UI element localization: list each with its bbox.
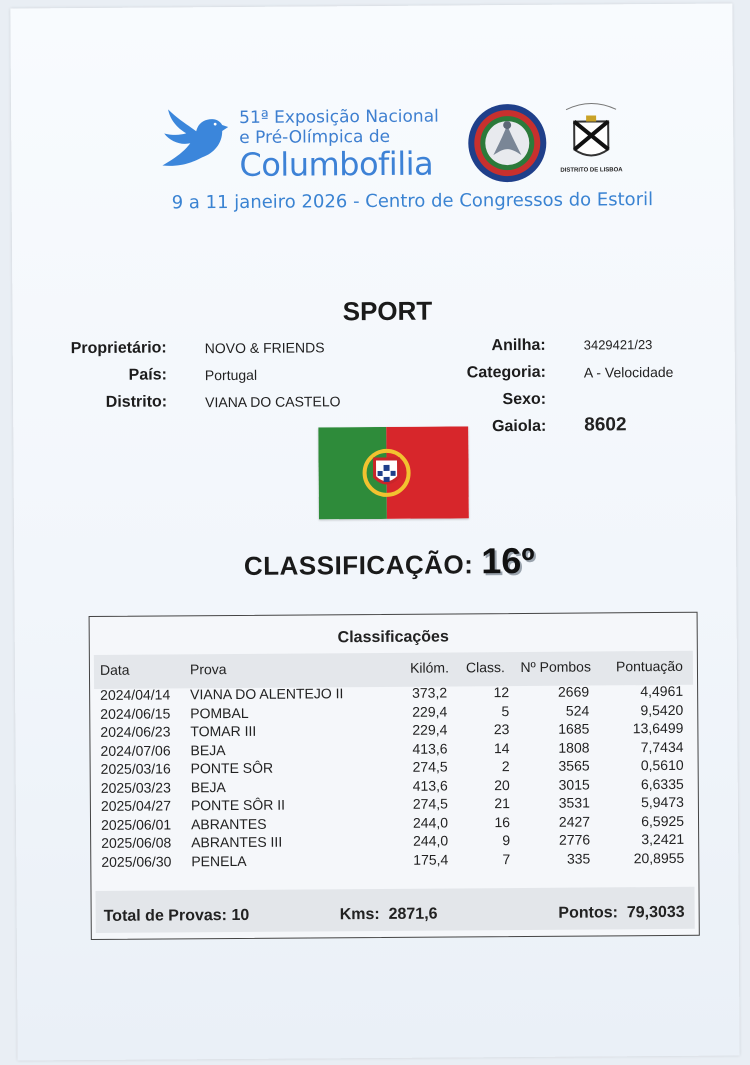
cell-race: ABRANTES III <box>191 833 283 851</box>
event-title-line2: e Pré-Olímpica de <box>239 126 391 148</box>
cell-date: 2025/06/01 <box>100 815 172 833</box>
cell-km: 274,5 <box>412 795 448 812</box>
column-header-pigeons: Nº Pombos <box>520 658 592 675</box>
district-label: Distrito: <box>105 393 168 411</box>
owner-value: NOVO & FRIENDS <box>204 339 325 357</box>
total-kms-label: Kms: <box>339 905 380 924</box>
cell-points: 6,5925 <box>641 812 685 829</box>
total-kms-value: 2871,6 <box>388 905 438 923</box>
total-points-value: 79,3033 <box>626 903 685 922</box>
column-header-race: Prova <box>189 661 227 678</box>
cell-km: 244,0 <box>412 813 449 831</box>
cell-race: BEJA <box>190 778 226 795</box>
total-races-value: 10 <box>231 906 250 925</box>
cell-race: VIANA DO ALENTEJO II <box>190 685 344 703</box>
cell-race: PONTE SÔR II <box>190 796 286 814</box>
cell-points: 4,4961 <box>640 682 684 700</box>
results-table <box>89 612 700 940</box>
total-kms <box>340 906 438 925</box>
country-label: País: <box>128 366 167 384</box>
total-points-label: Pontos: <box>558 904 618 922</box>
cell-points: 5,9473 <box>641 793 684 811</box>
column-header-date: Data <box>99 661 130 678</box>
cell-points: 6,6335 <box>640 775 684 792</box>
cell-pigeons: 3015 <box>558 776 590 793</box>
cell-class: 5 <box>501 702 510 719</box>
column-header-class: Class. <box>465 659 505 676</box>
district-value: VIANA DO CASTELO <box>205 393 341 411</box>
cell-date: 2024/04/14 <box>100 686 171 703</box>
cell-date: 2025/03/16 <box>100 760 171 777</box>
lisbon-district-crest-icon <box>556 99 627 181</box>
cell-points: 20,8955 <box>633 849 685 866</box>
cell-race: PONTE SÔR <box>190 759 274 777</box>
final-classification <box>14 538 750 585</box>
portugal-flag-icon <box>318 426 469 519</box>
owner-label: Proprietário: <box>70 339 167 358</box>
document-sheet <box>10 3 739 1060</box>
classification-value: 16º <box>481 539 535 582</box>
cell-class: 7 <box>502 850 511 867</box>
cell-pigeons: 2669 <box>557 683 590 700</box>
total-races-label: Total de Provas: <box>103 907 228 925</box>
cell-date: 2025/04/27 <box>100 797 172 814</box>
cell-pigeons: 1808 <box>558 739 590 756</box>
table-title: Classificações <box>337 628 449 647</box>
cell-pigeons: 335 <box>566 850 591 867</box>
cell-class: 9 <box>502 832 511 849</box>
federation-seal-icon <box>467 103 548 184</box>
event-title-line3: Columbofilia <box>239 144 434 184</box>
cell-class: 23 <box>493 721 510 738</box>
cell-class: 2 <box>501 758 510 775</box>
cell-km: 175,4 <box>413 850 449 868</box>
country-value: Portugal <box>204 366 258 384</box>
cell-pigeons: 1685 <box>558 720 590 737</box>
cell-points: 0,5610 <box>640 756 684 774</box>
total-races <box>104 907 250 926</box>
cell-km: 229,4 <box>412 703 448 720</box>
cell-date: 2024/06/23 <box>100 723 171 740</box>
ring-label: Anilha: <box>491 336 546 355</box>
dove-logo-icon <box>158 107 229 179</box>
cell-points: 9,5420 <box>640 701 684 718</box>
cell-pigeons: 3565 <box>558 757 590 774</box>
pigeon-name: SPORT <box>342 295 433 327</box>
cell-km: 274,5 <box>412 758 448 775</box>
cell-km: 229,4 <box>412 721 448 738</box>
cell-date: 2024/07/06 <box>100 741 171 759</box>
cell-date: 2024/06/15 <box>100 704 171 722</box>
column-header-points: Pontuação <box>615 657 683 675</box>
cell-km: 413,6 <box>412 776 448 794</box>
cell-points: 3,2421 <box>641 830 685 848</box>
total-points <box>558 904 684 923</box>
column-header-km: Kilóm. <box>409 659 450 676</box>
category-value: A - Velocidade <box>583 363 674 381</box>
table-row <box>91 849 698 872</box>
cell-class: 16 <box>494 813 511 830</box>
cell-race: POMBAL <box>190 704 249 721</box>
sex-label: Sexo: <box>502 390 547 409</box>
cell-class: 20 <box>494 776 510 793</box>
cage-value: 8602 <box>584 414 627 436</box>
cell-race: TOMAR III <box>190 722 257 740</box>
cell-race: ABRANTES <box>190 815 267 832</box>
cell-km: 413,6 <box>412 739 448 757</box>
cell-pigeons: 3531 <box>558 794 590 811</box>
category-label: Categoria: <box>466 363 546 382</box>
event-title-line1: 51ª Exposição Nacional <box>239 106 439 128</box>
cell-points: 7,7434 <box>640 738 684 755</box>
cell-date: 2025/06/30 <box>101 852 172 870</box>
cell-class: 21 <box>494 795 510 812</box>
cell-race: PENELA <box>191 852 247 869</box>
cell-date: 2025/03/23 <box>100 778 171 796</box>
cell-points: 13,6499 <box>632 719 684 737</box>
event-dates-venue: 9 a 11 janeiro 2026 - Centro de Congressos do Estoril <box>171 189 654 214</box>
crest-caption: DISTRITO DE LISBOA <box>560 167 623 174</box>
cage-label: Gaiola: <box>491 417 547 436</box>
cell-pigeons: 524 <box>565 702 590 719</box>
classification-label: CLASSIFICAÇÃO: <box>243 549 474 581</box>
ring-value: 3429421/23 <box>583 337 653 353</box>
cell-race: BEJA <box>190 741 226 758</box>
cell-pigeons: 2776 <box>558 831 591 848</box>
cell-class: 12 <box>493 684 510 701</box>
table-body <box>90 683 698 872</box>
cell-class: 14 <box>493 739 510 756</box>
cell-km: 244,0 <box>413 832 449 849</box>
cell-km: 373,2 <box>412 684 448 701</box>
cell-date: 2025/06/08 <box>101 834 172 851</box>
cell-pigeons: 2427 <box>558 813 591 830</box>
